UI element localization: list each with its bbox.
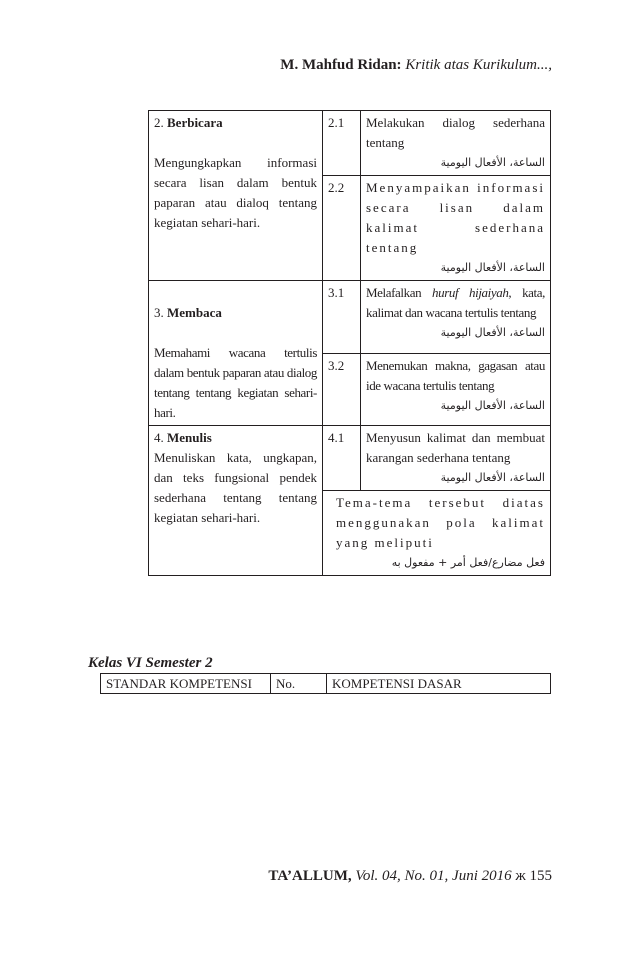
column-header: No.	[271, 674, 327, 694]
journal-details: Vol. 04, No. 01, Juni 2016	[355, 868, 512, 884]
competency-table	[148, 110, 551, 576]
italic-term: huruf hijaiyah	[432, 285, 509, 300]
kd-number: 4.1	[323, 426, 361, 491]
article-title: Kritik atas Kurikulum...,	[405, 57, 552, 73]
kd-number: 2.2	[323, 176, 361, 281]
sk-description: Menuliskan kata, ungkapan, dan teks fungsional pendek sederhana tentang tentang kegiatan sehari-hari.	[154, 450, 317, 525]
note-cell	[323, 491, 551, 576]
column-header: KOMPETENSI DASAR	[327, 674, 551, 694]
kd-arabic: الساعة، الأفعال اليومية	[440, 156, 545, 169]
kd-text: Menyampaikan informasi secara lisan dalam kalimat sederhana tentang	[366, 180, 545, 255]
sk-description: Memahami wacana tertulis dalam bentuk paparan atau dialog tentang tentang kegiatan sehari-hari.	[154, 345, 317, 420]
sk-description: Mengungkapkan informasi secara lisan dalam bentuk paparan atau dialoq tentang kegiatan sehari-hari.	[154, 155, 317, 230]
kd-text: Melafalkan huruf hijaiyah, kata, kalimat dan wacana tertulis tentang	[366, 285, 545, 320]
table-row	[149, 111, 551, 176]
note-arabic: فعل مضارع/فعل أمر + مفعول به	[391, 556, 545, 569]
page-number: 155	[529, 868, 552, 884]
column-header: STANDAR KOMPETENSI	[101, 674, 271, 694]
kd-number: 3.2	[323, 353, 361, 426]
sk-cell-menulis: 4. Menulis Menuliskan kata, ungkapan, dan teks fungsional pendek sederhana tentang tentang kegiatan sehari-hari.	[149, 426, 323, 576]
running-head	[280, 57, 552, 74]
kd-number: 2.1	[323, 111, 361, 176]
section-title: Kelas VI Semester 2	[88, 655, 213, 671]
page-footer	[268, 868, 552, 885]
kd-cell	[361, 111, 551, 176]
footer-separator: ж	[515, 868, 526, 884]
kd-text: Menyusun kalimat dan membuat karangan sederhana tentang	[366, 430, 545, 465]
sk-cell-berbicara: 2. Berbicara Mengungkapkan informasi secara lisan dalam bentuk paparan atau dialoq tentang kegiatan sehari-hari.	[149, 111, 323, 281]
kd-cell	[361, 353, 551, 426]
sk-title: Berbicara	[167, 115, 223, 130]
kd-arabic: الساعة، الأفعال اليومية	[440, 398, 545, 412]
author-name: M. Mahfud Ridan:	[280, 57, 402, 73]
table-row	[149, 281, 551, 354]
sk-title: Membaca	[167, 305, 222, 320]
sk-cell-membaca: 3. Membaca Memahami wacana tertulis dalam bentuk paparan atau dialog tentang tentang kegiatan sehari-hari.	[149, 281, 323, 426]
kd-cell	[361, 281, 551, 354]
kd-arabic: الساعة، الأفعال اليومية	[440, 261, 545, 274]
kd-text: Melakukan dialog sederhana tentang	[366, 115, 545, 150]
note-text: Tema-tema tersebut diatas menggunakan pola kalimat yang meliputi	[336, 495, 545, 550]
kd-cell	[361, 176, 551, 281]
kd-text: Menemukan makna, gagasan atau ide wacana tertulis tentang	[366, 357, 545, 393]
table-header-row	[101, 674, 551, 694]
journal-name: TA’ALLUM,	[268, 868, 352, 884]
kd-cell	[361, 426, 551, 491]
kd-number: 3.1	[323, 281, 361, 354]
sk-title: Menulis	[167, 430, 212, 445]
kd-arabic: الساعة، الأفعال اليومية	[440, 326, 545, 339]
kd-arabic: الساعة، الأفعال اليومية	[440, 471, 545, 484]
semester-table-header	[100, 673, 551, 694]
table-row	[149, 426, 551, 491]
